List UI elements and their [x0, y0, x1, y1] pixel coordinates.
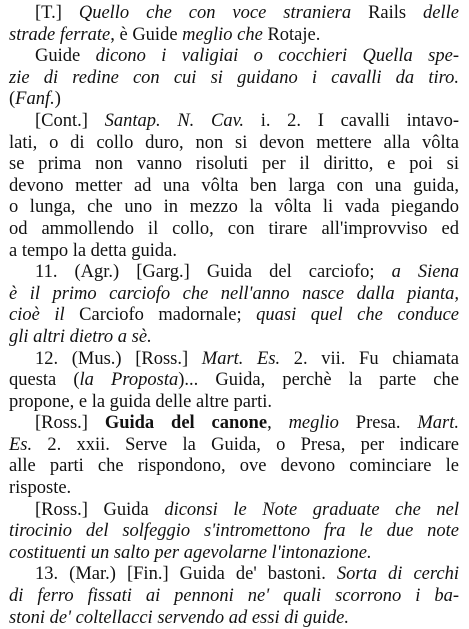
- text-segment: risposte.: [9, 478, 72, 499]
- italic-text: Quello che con voce straniera: [78, 3, 369, 23]
- text-segment: )... Guida, perchè la parte che: [178, 370, 459, 391]
- text-line: [9, 262, 459, 284]
- text-line: [9, 284, 459, 306]
- italic-text: Fanf.: [15, 89, 55, 110]
- italic-text: a Siena: [391, 262, 459, 283]
- text-segment: Carciofo madornale;: [79, 305, 257, 326]
- italic-text: è il primo carciofo che nell'anno nasce dalla pianta,: [9, 283, 459, 304]
- italic-text: stoni de' coltellacci servendo ad essi di guide.: [9, 607, 349, 628]
- text-segment: Rotaje.: [267, 24, 321, 45]
- text-line: [9, 413, 459, 435]
- text-line: [9, 521, 459, 543]
- text-line: [9, 305, 459, 327]
- italic-text: Mart. Es.: [201, 348, 294, 369]
- text-line: [9, 176, 459, 198]
- italic-text: quasi quel che conduce: [256, 305, 459, 326]
- text-line: [9, 478, 459, 500]
- text-segment: alle parti che rispondono, ove devono cominciare le: [9, 456, 459, 477]
- text-segment: ,: [267, 413, 289, 434]
- text-segment: 2. xxii. Serve la Guida, o Presa, per indicare: [47, 434, 460, 455]
- text-segment: 12. (Mus.) [Ross.]: [35, 348, 202, 369]
- italic-text: meglio che: [182, 24, 268, 45]
- text-line: [9, 435, 459, 457]
- text-line: [9, 608, 459, 629]
- text-segment: Presa.: [355, 413, 418, 434]
- text-line: [9, 89, 459, 111]
- text-segment: o lunga, che uno in mezzo la vôlta li vada piegando: [9, 197, 459, 218]
- text-line: [9, 3, 459, 25]
- italic-text: tirocinio del solfeggio s'intromettono fra le due note: [9, 521, 459, 542]
- text-segment: 2. vii. Fu chiamata: [293, 348, 459, 369]
- italic-text: Santap. N. Cav.: [104, 110, 261, 131]
- italic-text: delle: [423, 3, 459, 23]
- italic-text: strade ferrate: [9, 24, 111, 45]
- text-line: [9, 133, 459, 155]
- italic-text: gli altri dietro a sè.: [9, 326, 152, 347]
- text-segment: od ammollendo il collo, con tirare all'improvviso ed: [9, 218, 459, 239]
- text-segment: se prima non vanno risoluti per il diritto, e poi si: [9, 154, 459, 175]
- text-segment: 11. (Agr.) [Garg.] Guida del carciofo;: [35, 262, 392, 283]
- text-line: [9, 68, 459, 90]
- italic-text: zie di redine con cui si guidano i cavalli da tiro.: [9, 67, 459, 88]
- text-line: [9, 154, 459, 176]
- italic-text: cioè il: [9, 305, 80, 326]
- text-segment: questa (: [9, 370, 80, 391]
- italic-text: Sorta di cerchi: [336, 564, 459, 585]
- text-segment: Rails: [368, 3, 424, 23]
- text-line: [9, 586, 459, 608]
- italic-text: Es.: [9, 434, 48, 455]
- text-segment: propone, e la guida delle altre parti.: [9, 391, 273, 412]
- text-line: [9, 500, 459, 522]
- text-segment: , è Guide: [110, 24, 183, 45]
- text-line: [9, 241, 459, 263]
- text-line: [9, 456, 459, 478]
- text-segment: devono metter ad una vôlta ben larga con una guida,: [9, 175, 459, 196]
- text-line: [9, 219, 459, 241]
- italic-text: la Proposta: [79, 370, 179, 391]
- text-segment: [T.]: [35, 3, 79, 23]
- text-segment: i. 2. I cavalli intavo-: [260, 110, 459, 131]
- text-line: [9, 349, 459, 371]
- text-segment: (: [9, 89, 16, 110]
- text-segment: lati, o di collo duro, non si devon mettere alla vôlta: [9, 132, 459, 153]
- text-segment: [Ross.] Guida: [35, 499, 165, 520]
- text-segment: Guide: [35, 46, 96, 67]
- text-line: [9, 111, 459, 133]
- italic-text: costituenti un salto per agevolarne l'intonazione.: [9, 542, 372, 563]
- text-line: [9, 392, 459, 414]
- text-segment: [Cont.]: [35, 110, 105, 131]
- italic-text: meglio: [288, 413, 356, 434]
- italic-text: diconsi le Note graduate che nel: [164, 499, 459, 520]
- text-line: [9, 370, 459, 392]
- text-segment: 13. (Mar.) [Fin.] Guida de' bastoni.: [35, 564, 337, 585]
- text-line: [9, 197, 459, 219]
- text-segment: [Ross.]: [35, 413, 105, 434]
- bold-text: Guida del canone: [104, 413, 268, 434]
- text-line: [9, 46, 459, 68]
- italic-text: Mart.: [417, 413, 459, 434]
- italic-text: dicono i valigiai o cocchieri Quella spe-: [95, 46, 459, 67]
- text-segment: ): [54, 89, 61, 110]
- text-line: [9, 564, 459, 586]
- italic-text: di ferro fissati ai pennoni ne' quali scorrono i ba-: [9, 586, 459, 607]
- text-line: [9, 327, 459, 349]
- text-line: [9, 543, 459, 565]
- text-segment: a tempo la detta guida.: [9, 240, 177, 261]
- text-line: [9, 25, 459, 47]
